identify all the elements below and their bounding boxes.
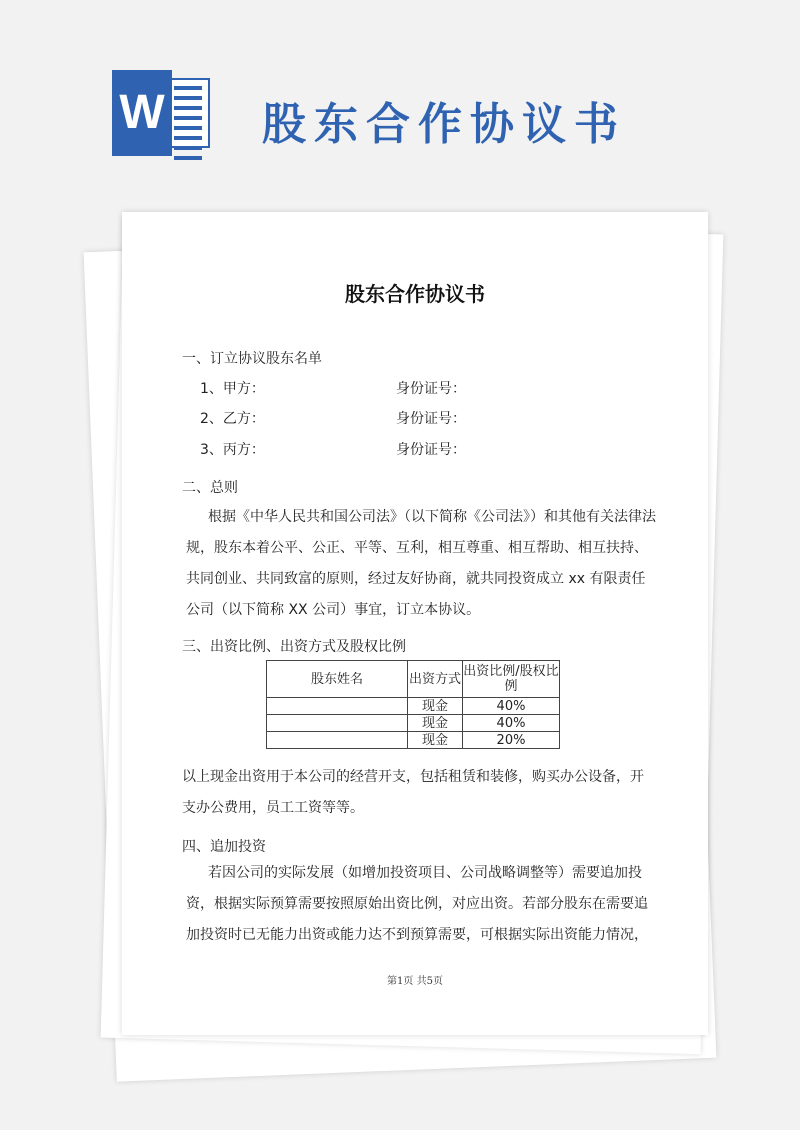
section-heading: 四、追加投资 [182,839,266,855]
table-cell: 现金 [408,732,463,749]
table-cell: 现金 [408,715,463,732]
column-header: 股东姓名 [267,661,408,698]
party-label: 1、甲方： [200,381,265,397]
table-row [267,715,560,732]
paragraph: 以上现金出资用于本公司的经营开支，包括租赁和装修，购买办公设备，开支办公费用，员工工资等等。 [182,769,644,816]
paragraph-text: 若因公司的实际发展（如增加投资项目、公司战略调整等）需要追加投资，根据实际预算需要按照原始出资比例，对应出资。若部分股东在需要追加投资时已无能力出资或能力达不到预算需要，可根据实际出资能力情况， [186,865,648,943]
page-footer: 第1页 共5页 [387,976,443,987]
section-heading: 二、总则 [182,480,238,496]
paragraph [186,502,656,626]
column-header: 出资比例/股权比例 [463,661,560,698]
shareholder-table [266,660,560,749]
column-header: 出资方式 [408,661,463,698]
section-heading: 一、订立协议股东名单 [182,351,322,367]
party-label: 3、丙方： [200,442,265,458]
paragraph-text: 根据《中华人民共和国公司法》（以下简称《公司法》）和其他有关法律法规，股东本着公平、公正、平等、互利，相互尊重、相互帮助、相互扶持、共同创业、共同致富的原则，经过友好协商，就共同投资成立 xx 有限责任公司（以下简称 XX 公司）事宜，订立本协议。 [186,509,656,618]
word-document-icon [112,70,212,156]
document-title: 股东合作协议书 [345,282,485,306]
party-label: 2、乙方： [200,411,265,427]
id-number-label: 身份证号： [396,411,466,427]
table-cell: 40% [463,715,560,732]
table-cell [267,732,408,749]
id-number-label: 身份证号： [396,381,466,397]
table-row [267,698,560,715]
table-cell: 现金 [408,698,463,715]
word-letter-badge: W [112,70,172,156]
table-row [267,732,560,749]
table-cell: 40% [463,698,560,715]
section-heading: 三、出资比例、出资方式及股权比例 [182,639,406,655]
id-number-label: 身份证号： [396,442,466,458]
table-cell [267,715,408,732]
table-header-row [267,661,560,698]
banner-title: 股东合作协议书 [262,99,626,150]
table-cell: 20% [463,732,560,749]
document-page [122,212,708,1035]
paragraph [186,858,656,951]
table-cell [267,698,408,715]
